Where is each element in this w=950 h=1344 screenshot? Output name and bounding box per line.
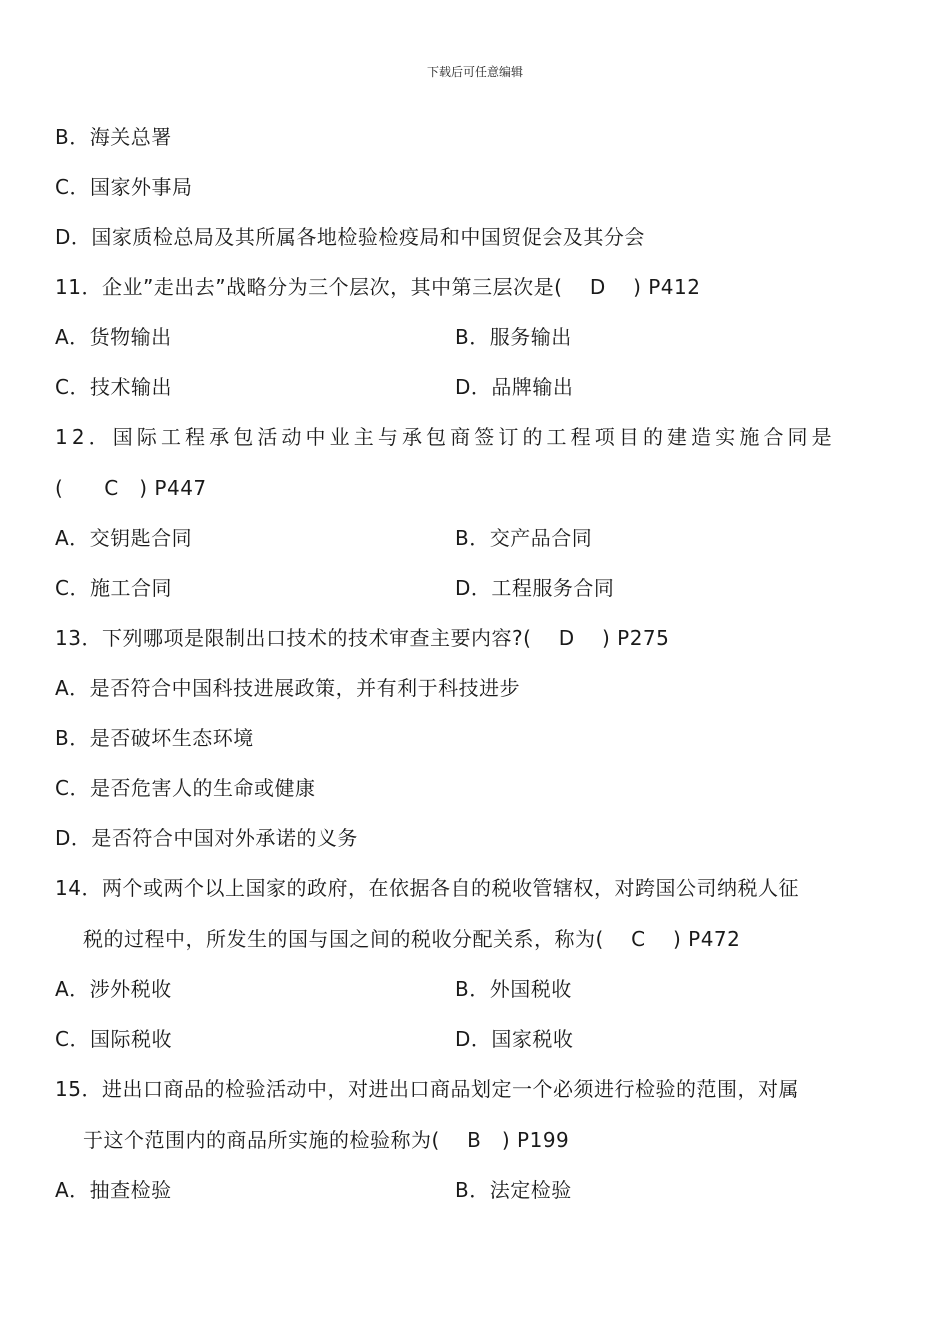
option-a-q14: A．涉外税收 bbox=[55, 977, 172, 1001]
question-15-continued: 于这个范围内的商品所实施的检验称为( B ) P199 bbox=[83, 1128, 570, 1152]
option-a-q15: A．抽查检验 bbox=[55, 1178, 172, 1202]
option-d-q10: D．国家质检总局及其所属各地检验检疫局和中国贸促会及其分会 bbox=[55, 225, 645, 249]
question-14: 14．两个或两个以上国家的政府，在依据各自的税收管辖权，对跨国公司纳税人征 bbox=[55, 876, 799, 900]
question-11: 11．企业”走出去”战略分为三个层次，其中第三层次是( D ) P412 bbox=[55, 275, 701, 299]
page-header: 下载后可任意编辑 bbox=[426, 65, 523, 79]
option-c-q12: C．施工合同 bbox=[55, 576, 172, 600]
option-a-q11: A．货物输出 bbox=[55, 325, 172, 349]
option-c-q13: C．是否危害人的生命或健康 bbox=[55, 776, 316, 800]
option-b-q14: B．外国税收 bbox=[455, 977, 572, 1001]
option-a-q12: A．交钥匙合同 bbox=[55, 526, 193, 550]
option-b-q11: B．服务输出 bbox=[455, 325, 572, 349]
question-14-continued: 税的过程中，所发生的国与国之间的税收分配关系，称为( C ) P472 bbox=[83, 927, 741, 951]
option-d-q13: D．是否符合中国对外承诺的义务 bbox=[55, 826, 358, 850]
option-c-q14: C．国际税收 bbox=[55, 1027, 172, 1051]
question-12-answer: ( C ) P447 bbox=[55, 476, 207, 500]
option-c-q11: C．技术输出 bbox=[55, 375, 172, 399]
option-b-q13: B．是否破坏生态环境 bbox=[55, 726, 254, 750]
option-d-q11: D．品牌输出 bbox=[455, 375, 574, 399]
question-12: 12．国际工程承包活动中业主与承包商签订的工程项目的建造实施合同是 bbox=[55, 425, 836, 449]
option-b-q10: B．海关总署 bbox=[55, 125, 172, 149]
option-a-q13: A．是否符合中国科技进展政策，并有利于科技进步 bbox=[55, 676, 521, 700]
option-d-q12: D．工程服务合同 bbox=[455, 576, 615, 600]
question-15: 15．进出口商品的检验活动中，对进出口商品划定一个必须进行检验的范围，对属 bbox=[55, 1077, 799, 1101]
option-c-q10: C．国家外事局 bbox=[55, 175, 193, 199]
option-b-q15: B．法定检验 bbox=[455, 1178, 572, 1202]
option-d-q14: D．国家税收 bbox=[455, 1027, 574, 1051]
question-13: 13．下列哪项是限制出口技术的技术审查主要内容?( D ) P275 bbox=[55, 626, 670, 650]
option-b-q12: B．交产品合同 bbox=[455, 526, 593, 550]
